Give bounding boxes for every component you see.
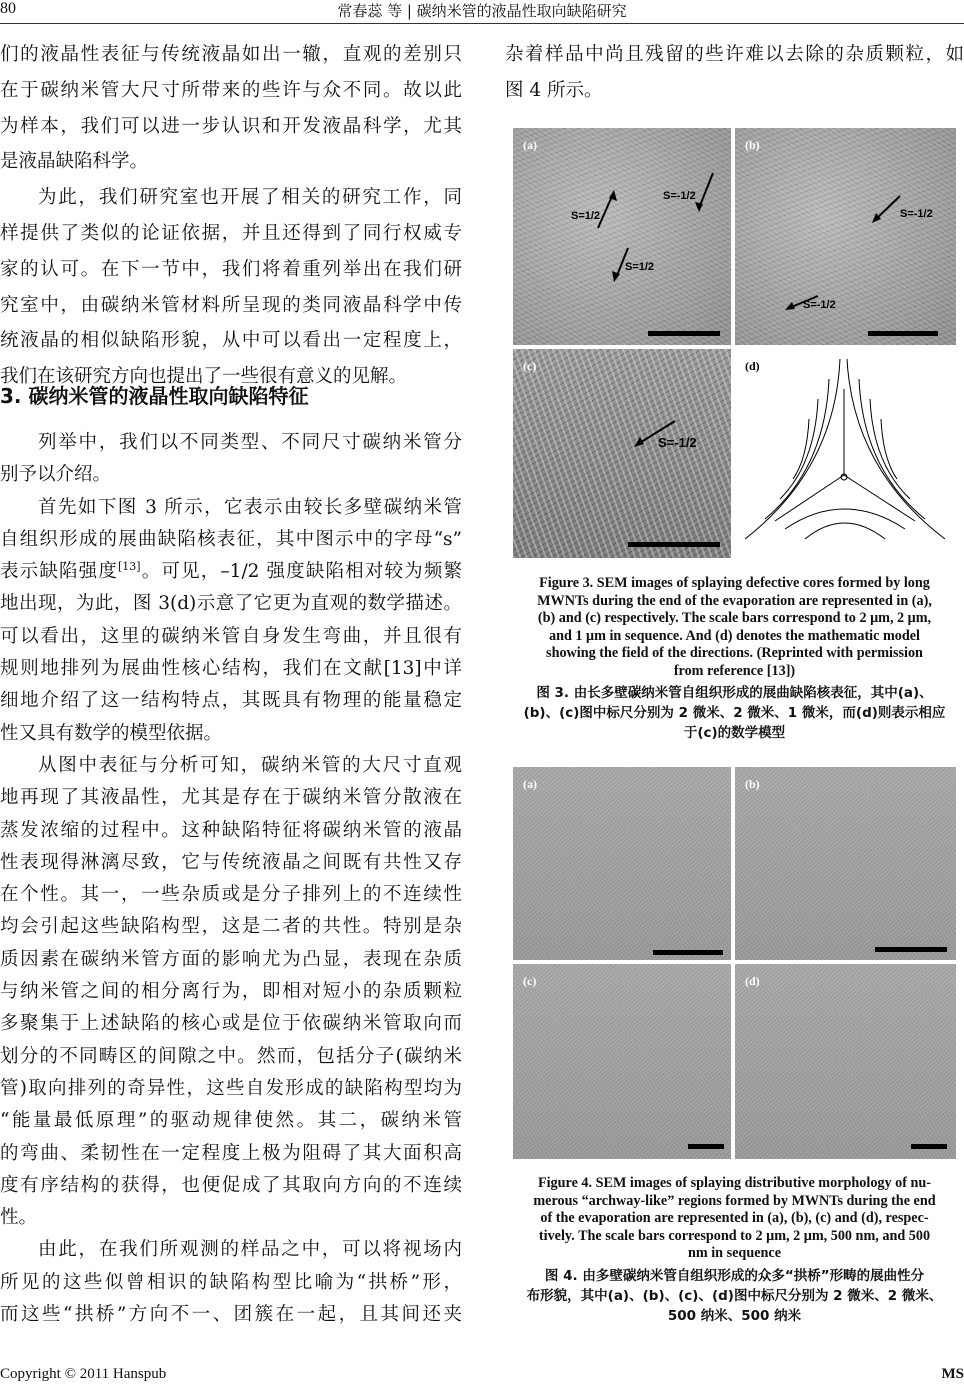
- text-line: [0, 1008, 462, 1040]
- caption-line: Figure 3. SEM images of splaying defective cores formed by long: [539, 575, 930, 591]
- caption-line: 布形貌，其中(a)、(b)、(c)、(d)图中标尺分别为 2 微米、2 微米、: [526, 1288, 943, 1304]
- text-run: 的弯曲、柔韧性在一定程度上极为阻碍了其大面积高: [0, 1142, 462, 1164]
- panel-label: (d): [745, 359, 760, 373]
- text-line: [0, 976, 462, 1008]
- text-run: 列举中，我们以不同类型、不同尺寸碳纳米管分: [38, 432, 462, 453]
- text-run: 我们在该研究方向也提出了一些很有意义的见解。: [0, 366, 408, 388]
- text-line: [0, 180, 462, 216]
- panel-label: (d): [745, 974, 760, 988]
- text-line: [0, 556, 462, 588]
- scale-bar: [688, 1144, 724, 1149]
- text-run: 们的液晶性表征与传统液晶如出一辙，直观的差别只: [0, 44, 462, 65]
- text-line: [0, 1267, 462, 1299]
- defect-label: S=1/2: [625, 261, 655, 273]
- text-run: 性表现得淋漓尽致，它与传统液晶之间既有共性又存: [0, 851, 462, 873]
- caption-line: and 1 μm in sequence. And (d) denotes the mathematic model: [548, 627, 920, 644]
- figure-4-panel-d: [735, 964, 956, 1159]
- text-run: 均会引起这些缺陷构型，这是二者的共性。特别是杂: [0, 916, 462, 938]
- text-line: [0, 653, 462, 685]
- figure-4-panel-a: [513, 767, 731, 960]
- defect-label: S=-1/2: [663, 190, 696, 202]
- caption-line: 图 4. 由多壁碳纳米管自组织形成的众多“拱桥”形畴的展曲性分: [544, 1268, 925, 1284]
- caption-line: Figure 4. SEM images of splaying distributive morphology of nu-: [537, 1175, 932, 1191]
- right-column-top-text: [505, 37, 964, 109]
- figure-4-caption-english: [505, 1175, 964, 1263]
- text-line: [0, 815, 462, 847]
- text-run: 究室中，由碳纳米管材料所呈现的类同液晶科学中传: [0, 294, 462, 316]
- caption-line: 于(c)的数学模型: [683, 725, 786, 741]
- caption-line: nm in sequence: [687, 1245, 781, 1261]
- scale-bar: [628, 542, 720, 547]
- text-line: [0, 73, 462, 109]
- text-run: “能量最低原理”的驱动规律使然。其二，碳纳米管: [0, 1110, 462, 1132]
- text-line: [0, 911, 462, 943]
- figure-3-panel-a: [513, 128, 731, 345]
- caption-line: showing the field of the directions. (Reprinted with permission: [546, 645, 923, 661]
- text-line: [0, 621, 462, 653]
- text-run: 自组织形成的展曲缺陷核表征，其中图示中的字母“s”: [0, 528, 462, 550]
- caption-line: 图 3. 由长多壁碳纳米管自组织形成的展曲缺陷核表征，其中(a)、: [536, 685, 933, 701]
- text-line: [0, 323, 462, 359]
- text-run: 由此，在我们所观测的样品之中，可以将视场内: [38, 1239, 462, 1261]
- text-run: 。可见，–1/2 强度缺陷相对较为频繁: [140, 561, 462, 583]
- text-run: 规则地排列为展曲性核心结构，我们在文献[13]中详: [0, 658, 462, 680]
- text-run: 图 4 所示。: [505, 79, 603, 101]
- scale-bar: [911, 1144, 947, 1149]
- text-line: [0, 944, 462, 976]
- defect-label: S=-1/2: [658, 435, 697, 450]
- scale-bar: [868, 331, 938, 336]
- text-line: [0, 718, 462, 750]
- text-line: [0, 847, 462, 879]
- text-line: [0, 1234, 462, 1266]
- text-run: 地出现，为此，图 3(d)示意了它更为直观的数学描述。: [0, 593, 462, 615]
- figure-3-caption-chinese: [505, 683, 964, 743]
- text-run: 别予以介绍。: [0, 464, 112, 486]
- caption-line: MWNTs during the end of the evaporation are represented in (a),: [537, 592, 932, 609]
- text-line: [0, 288, 462, 324]
- text-run: 与纳米管之间的相分离行为，即相对短小的杂质颗粒: [0, 981, 462, 1003]
- text-run: 统液晶的相似缺陷形貌，从中可以看出一定程度上，: [0, 330, 462, 352]
- text-line: [0, 1073, 462, 1105]
- text-run: 样提供了类似的论证依据，并且还得到了同行权威专: [0, 222, 462, 244]
- text-run: 所见的这些似曾相识的缺陷构型比喻为“拱桥”形，: [0, 1271, 462, 1293]
- caption-line: merous “archway-like” regions formed by MWNTs during the end: [533, 1192, 936, 1209]
- page-number: 80: [0, 0, 16, 17]
- figure-3-panel-b: [735, 128, 956, 345]
- panel-label: (c): [523, 974, 537, 988]
- text-run: 度有序结构的获得，也便促成了其取向方向的不连续: [0, 1174, 462, 1196]
- defect-arrows: [513, 128, 731, 345]
- text-line: [0, 879, 462, 911]
- panel-label: (a): [523, 138, 537, 152]
- text-run: 家的认可。在下一节中，我们将着重列举出在我们研: [0, 258, 462, 280]
- running-title: 常春蕊 等 | 碳纳米管的液晶性取向缺陷研究: [337, 2, 627, 20]
- figure-4: [513, 767, 956, 1159]
- defect-arrows: [735, 128, 956, 345]
- text-line: [0, 1105, 462, 1137]
- text-run: 蒸发浓缩的过程中。这种缺陷特征将碳纳米管的液晶: [0, 819, 462, 841]
- figure-4-caption-chinese: [505, 1266, 964, 1326]
- panel-label: (b): [745, 138, 760, 152]
- defect-arrows: [513, 349, 731, 558]
- footer-copyright: Copyright © 2011 Hanspub: [0, 1366, 167, 1382]
- figure-3-caption-english: [505, 575, 964, 680]
- defect-label: S=1/2: [571, 210, 601, 222]
- left-column-bottom-text: [0, 427, 462, 1331]
- scale-bar: [653, 950, 723, 955]
- text-run: 为样本，我们可以进一步认识和开发液晶科学，尤其: [0, 115, 462, 137]
- scale-bar: [648, 331, 720, 336]
- text-run: 在个性。其一，一些杂质或是分子排列上的不连续性: [0, 884, 462, 906]
- citation-superscript: [13]: [118, 560, 141, 574]
- text-line: [0, 685, 462, 717]
- left-column-top-text: [0, 37, 462, 395]
- text-run: 质因素在碳纳米管方面的影响尤为凸显，表现在杂质: [0, 948, 462, 970]
- text-run: 首先如下图 3 所示，它表示由较长多壁碳纳米管: [38, 496, 462, 518]
- text-run: 为此，我们研究室也开展了相关的研究工作，同: [38, 187, 462, 209]
- text-run: 可以看出，这里的碳纳米管自身发生弯曲，并且很有: [0, 625, 462, 647]
- text-line: [505, 73, 964, 109]
- text-line: [0, 1041, 462, 1073]
- text-run: 表示缺陷强度: [0, 561, 118, 583]
- panel-label: (b): [745, 777, 760, 791]
- text-line: [0, 492, 462, 524]
- text-line: [0, 1170, 462, 1202]
- text-run: 从图中表征与分析可知，碳纳米管的大尺寸直观: [38, 754, 462, 776]
- footer-journal: MS: [941, 1366, 964, 1382]
- figure-3: [513, 128, 956, 558]
- figure-4-panel-c: [513, 964, 731, 1159]
- text-line: [0, 252, 462, 288]
- figure-4-panel-b: [735, 767, 956, 960]
- text-run: 多聚集于上述缺陷的核心或是位于依碳纳米管取向而: [0, 1013, 462, 1035]
- text-line: [0, 782, 462, 814]
- text-run: 是液晶缺陷科学。: [0, 151, 149, 173]
- scale-bar: [875, 947, 947, 952]
- section-heading: 3. 碳纳米管的液晶性取向缺陷特征: [0, 384, 309, 408]
- text-line: [0, 1138, 462, 1170]
- director-field-diagram: [735, 349, 956, 558]
- text-line: [0, 427, 462, 459]
- text-line: [0, 459, 462, 491]
- text-run: 性。: [0, 1207, 38, 1229]
- text-run: 杂着样品中尚且残留的些许难以去除的杂质颗粒，如: [505, 44, 964, 65]
- caption-line: from reference [13]): [673, 662, 796, 679]
- text-line: [0, 588, 462, 620]
- text-line: [0, 524, 462, 556]
- text-line: [0, 1299, 462, 1331]
- text-run: 在于碳纳米管大尺寸所带来的些许与众不同。故以此: [0, 79, 462, 101]
- text-run: 划分的不同畴区的间隙之中。然而，包括分子(碳纳米: [0, 1045, 462, 1067]
- text-run: 细地介绍了这一结构特点，其既具有物理的能量稳定: [0, 690, 462, 712]
- text-line: [0, 37, 462, 73]
- caption-line: (b)、(c)图中标尺分别为 2 微米、2 微米、1 微米，而(d)则表示相应: [523, 705, 946, 721]
- text-line: [505, 37, 964, 73]
- text-line: [0, 1202, 462, 1234]
- figure-3-panel-c: [513, 349, 731, 558]
- text-line: [0, 216, 462, 252]
- text-run: 管)取向排列的奇异性，这些自发形成的缺陷构型均为: [0, 1077, 462, 1099]
- defect-label: S=-1/2: [900, 208, 933, 220]
- text-line: [0, 109, 462, 145]
- caption-line: of the evaporation are represented in (a), (b), (c) and (d), respec-: [540, 1210, 929, 1226]
- text-line: [0, 144, 462, 180]
- panel-label: (c): [523, 359, 537, 373]
- figure-3-panel-d-model: [735, 349, 956, 558]
- text-line: [0, 750, 462, 782]
- text-run: 而这些“拱桥”方向不一、团簇在一起，且其间还夹: [0, 1304, 462, 1326]
- defect-label: S=-1/2: [803, 299, 836, 311]
- text-run: 地再现了其液晶性，尤其是存在于碳纳米管分散液在: [0, 787, 462, 809]
- text-run: 性又具有数学的模型依据。: [0, 722, 223, 744]
- caption-line: tively. The scale bars correspond to 2 μm, 2 μm, 500 nm, and 500: [538, 1227, 931, 1244]
- header-rule: [0, 23, 964, 24]
- caption-line: 500 纳米、500 纳米: [667, 1308, 802, 1324]
- panel-label: (a): [523, 777, 537, 791]
- caption-line: (b) and (c) respectively. The scale bars correspond to 2 μm, 2 μm,: [537, 610, 932, 626]
